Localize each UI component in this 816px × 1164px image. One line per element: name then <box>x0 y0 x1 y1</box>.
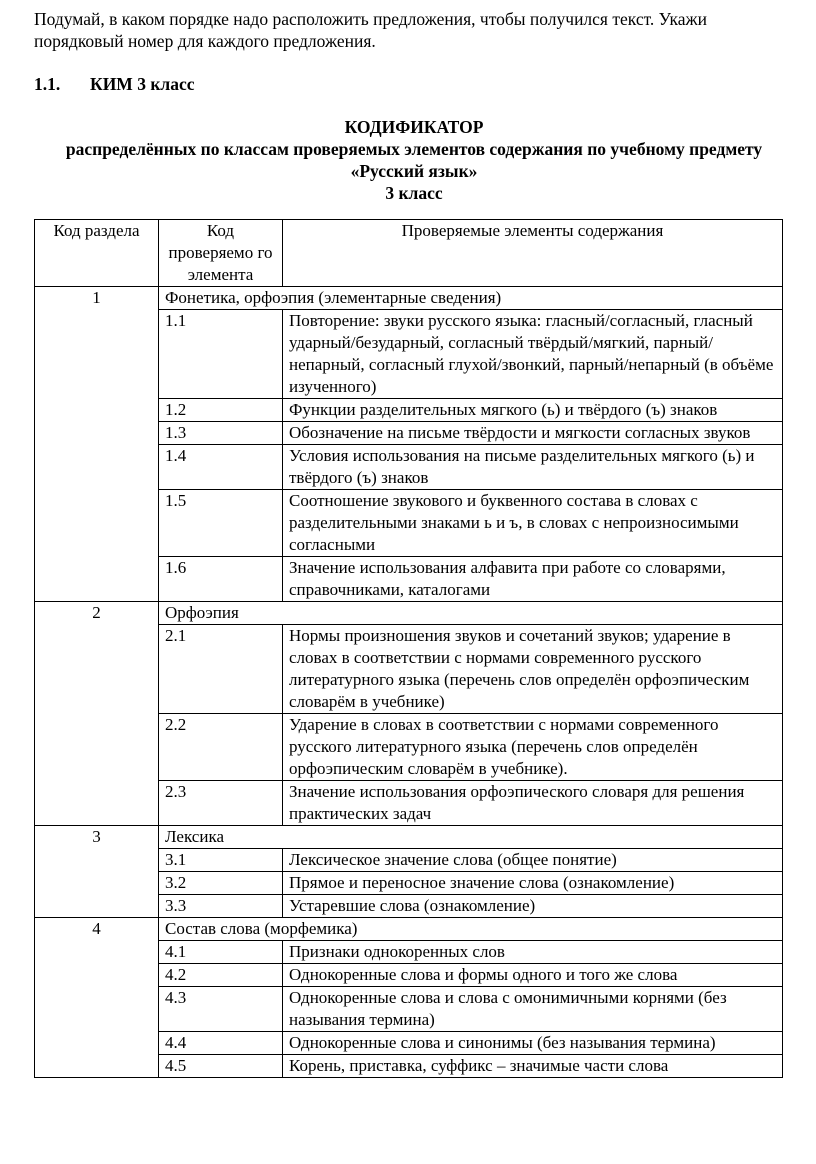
element-code: 3.3 <box>159 895 283 918</box>
section-row <box>35 602 783 625</box>
element-description: Прямое и переносное значение слова (ознакомление) <box>283 872 783 895</box>
element-description: Лексическое значение слова (общее понятие) <box>283 849 783 872</box>
task-instructions: Подумай, в каком порядке надо расположить предложения, чтобы получился текст. Укажи порядковый номер для каждого предложения. <box>34 9 707 51</box>
codifier-table <box>34 219 783 1078</box>
header-content: Проверяемые элементы содержания <box>283 220 783 287</box>
element-description: Значение использования алфавита при работе со словарями, справочниками, каталогами <box>283 557 783 602</box>
element-code: 1.4 <box>159 445 283 490</box>
element-description: Нормы произношения звуков и сочетаний звуков; ударение в словах в соответствии с нормами современного русского литературного языка (перечень слов определён орфоэпическим словарём в учебнике) <box>283 625 783 714</box>
element-code: 1.5 <box>159 490 283 557</box>
element-code: 4.4 <box>159 1032 283 1055</box>
element-code: 3.1 <box>159 849 283 872</box>
element-code: 3.2 <box>159 872 283 895</box>
element-code: 2.3 <box>159 781 283 826</box>
section-code: 1 <box>35 287 159 602</box>
element-code: 4.5 <box>159 1055 283 1078</box>
section-row <box>35 826 783 849</box>
element-code: 4.2 <box>159 964 283 987</box>
grade-label: 3 класс <box>385 183 443 203</box>
section-title-cell: Фонетика, орфоэпия (элементарные сведения) <box>159 287 783 310</box>
element-description: Условия использования на письме разделительных мягкого (ь) и твёрдого (ъ) знаков <box>283 445 783 490</box>
section-title-cell: Состав слова (морфемика) <box>159 918 783 941</box>
section-title-cell: Орфоэпия <box>159 602 783 625</box>
section-title: КИМ 3 класс <box>90 74 195 94</box>
element-description: Обозначение на письме твёрдости и мягкости согласных звуков <box>283 422 783 445</box>
element-code: 4.3 <box>159 987 283 1032</box>
document-title: КОДИФИКАТОР <box>344 117 484 137</box>
element-description: Устаревшие слова (ознакомление) <box>283 895 783 918</box>
element-code: 4.1 <box>159 941 283 964</box>
element-description: Однокоренные слова и синонимы (без называния термина) <box>283 1032 783 1055</box>
element-description: Значение использования орфоэпического словаря для решения практических задач <box>283 781 783 826</box>
element-code: 1.2 <box>159 399 283 422</box>
element-description: Корень, приставка, суффикс – значимые части слова <box>283 1055 783 1078</box>
element-description: Повторение: звуки русского языка: гласный/согласный, гласный ударный/безударный, согласный твёрдый/мягкий, парный/непарный, согласный глухой/звонкий, парный/непарный (в объёме изученного) <box>283 310 783 399</box>
element-description: Функции разделительных мягкого (ь) и твёрдого (ъ) знаков <box>283 399 783 422</box>
section-code: 2 <box>35 602 159 826</box>
element-description: Однокоренные слова и формы одного и того же слова <box>283 964 783 987</box>
table-body <box>35 287 783 1078</box>
section-row <box>35 287 783 310</box>
section-code: 4 <box>35 918 159 1078</box>
section-title-cell: Лексика <box>159 826 783 849</box>
element-description: Однокоренные слова и слова с омонимичными корнями (без называния термина) <box>283 987 783 1032</box>
element-description: Ударение в словах в соответствии с нормами современного русского литературного языка (перечень слов определён орфоэпическим словарём в учебнике). <box>283 714 783 781</box>
table-header-row <box>35 220 783 287</box>
element-description: Признаки однокоренных слов <box>283 941 783 964</box>
element-code: 1.6 <box>159 557 283 602</box>
document-subtitle <box>34 138 794 204</box>
element-description: Соотношение звукового и буквенного состава в словах с разделительными знаками ь и ъ, в словах с непроизносимыми согласными <box>283 490 783 557</box>
header-section-code: Код раздела <box>35 220 159 287</box>
element-code: 2.1 <box>159 625 283 714</box>
section-code: 3 <box>35 826 159 918</box>
subtitle-text: распределённых по классам проверяемых элементов содержания по учебному предмету «Русский язык» <box>65 139 763 181</box>
header-element-code: Код проверяемо го элемента <box>159 220 283 287</box>
element-code: 1.3 <box>159 422 283 445</box>
section-heading <box>34 74 195 95</box>
element-code: 2.2 <box>159 714 283 781</box>
section-number: 1.1. <box>34 74 61 94</box>
section-row <box>35 918 783 941</box>
element-code: 1.1 <box>159 310 283 399</box>
